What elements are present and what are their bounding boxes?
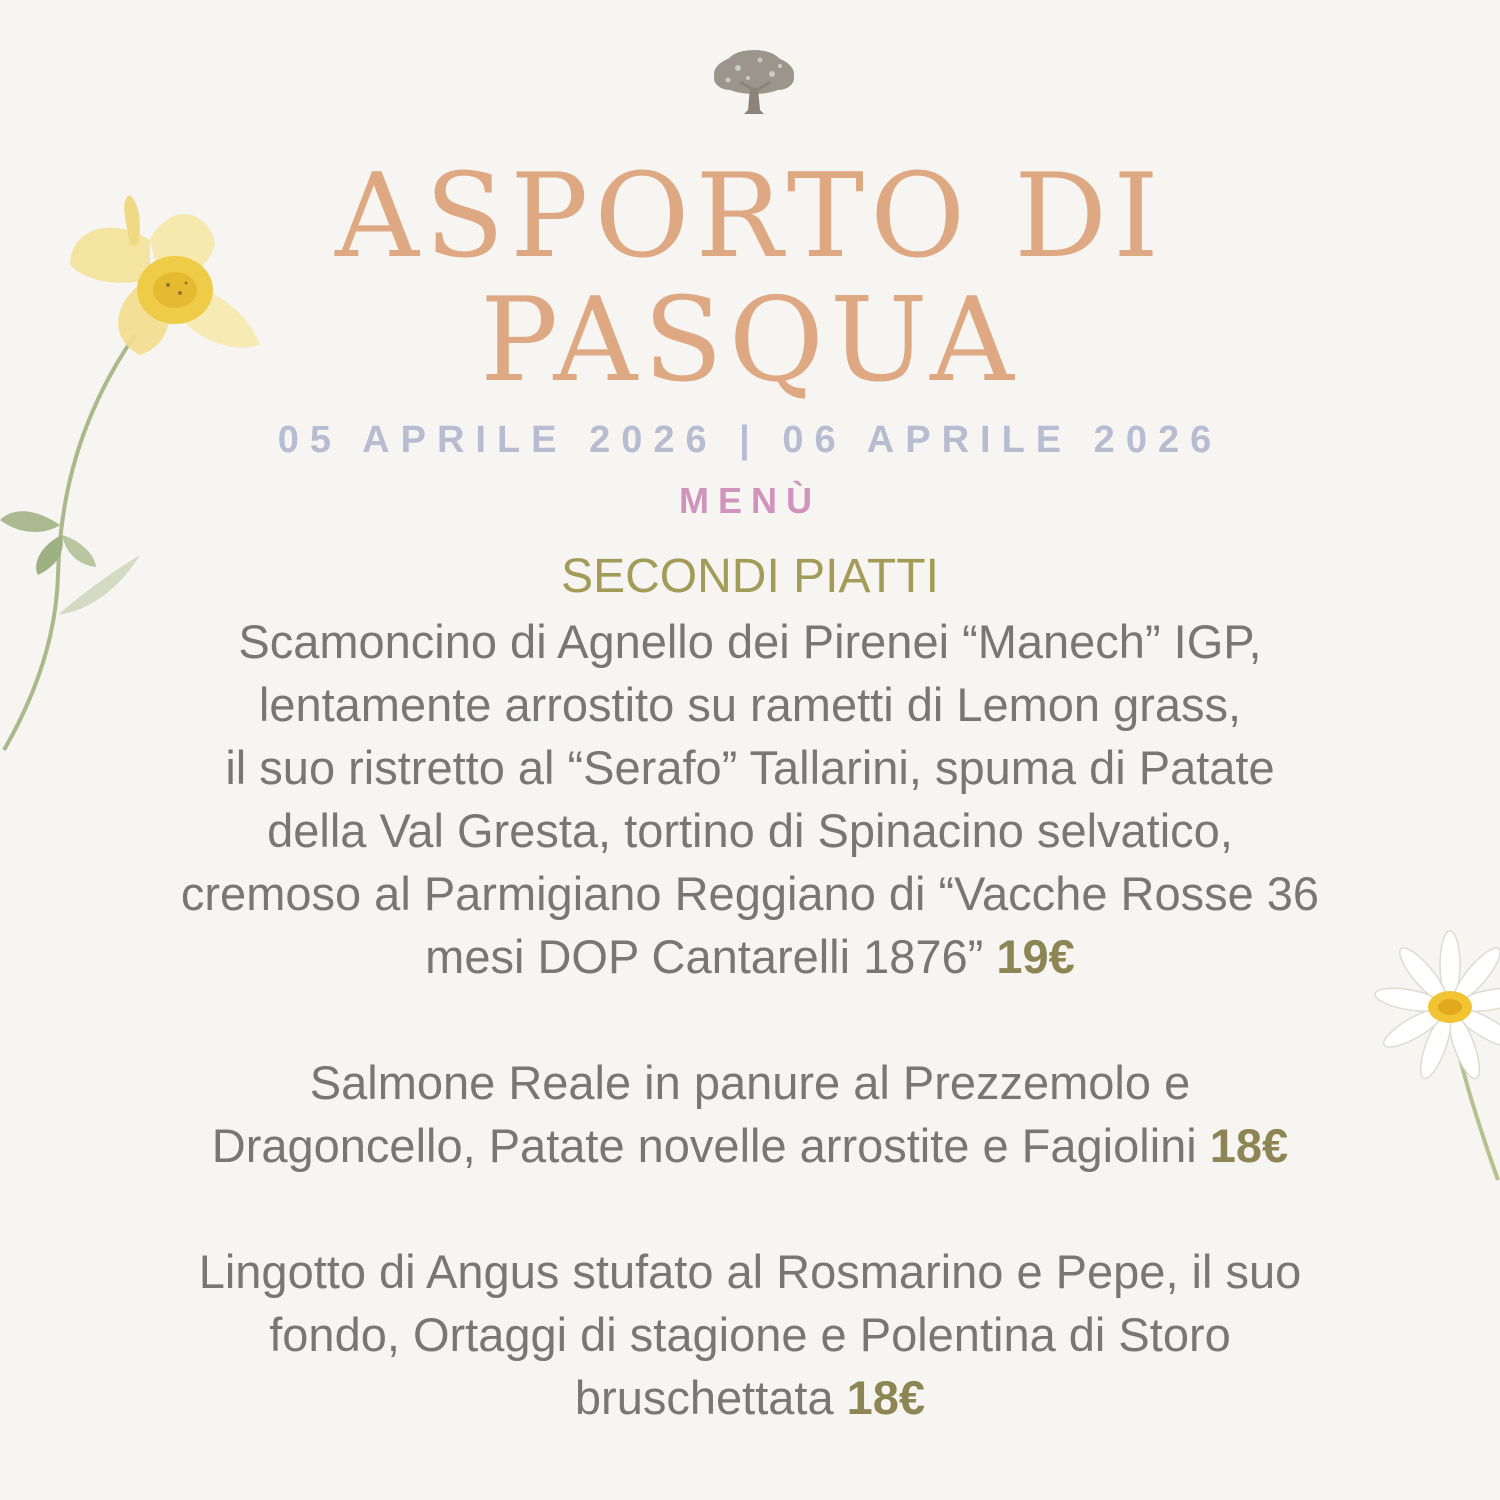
dish-line-last bbox=[60, 1114, 1440, 1177]
dish-price: 18€ bbox=[1209, 1119, 1289, 1172]
dish-line: Lingotto di Angus stufato al Rosmarino e Pepe, il suo bbox=[198, 1245, 1302, 1298]
daisy-icon bbox=[1350, 925, 1500, 1185]
dish-line-last bbox=[60, 1366, 1440, 1429]
yellow-flower-icon bbox=[0, 195, 270, 755]
dish-line: fondo, Ortaggi di stagione e Polentina di Storo bbox=[269, 1308, 1231, 1361]
dish-line: Salmone Reale in panure al Prezzemolo e bbox=[309, 1056, 1191, 1109]
event-dates: 05 APRILE 2026 | 06 APRILE 2026 bbox=[277, 419, 1223, 461]
dish-line: della Val Gresta, tortino di Spinacino selvatico, bbox=[267, 804, 1233, 857]
dish-line: cremoso al Parmigiano Reggiano di “Vacche Rosse 36 bbox=[180, 867, 1320, 920]
dish-item-angus bbox=[60, 1240, 1440, 1429]
dish-item-salmon bbox=[60, 1051, 1440, 1177]
dish-line-text: Dragoncello, Patate novelle arrostite e Fagiolini bbox=[211, 1119, 1197, 1172]
title-line-2: PASQUA bbox=[480, 273, 1020, 408]
title-line-1: ASPORTO DI bbox=[335, 149, 1165, 284]
dish-price: 19€ bbox=[996, 930, 1075, 983]
dish-price: 18€ bbox=[846, 1371, 926, 1424]
dish-line-text: bruschettata bbox=[574, 1371, 834, 1424]
menu-label: MENÙ bbox=[679, 480, 821, 521]
section-title: SECONDI PIATTI bbox=[561, 550, 939, 603]
dish-line: lentamente arrostito su rametti di Lemon grass, bbox=[258, 678, 1242, 731]
tree-icon bbox=[708, 48, 800, 116]
dish-line-last bbox=[60, 925, 1440, 988]
dish-line: il suo ristretto al “Serafo” Tallarini, spuma di Patate bbox=[225, 741, 1275, 794]
dish-line: Scamoncino di Agnello dei Pirenei “Manech” IGP, bbox=[238, 615, 1262, 668]
dish-line-text: mesi DOP Cantarelli 1876” bbox=[425, 930, 984, 983]
